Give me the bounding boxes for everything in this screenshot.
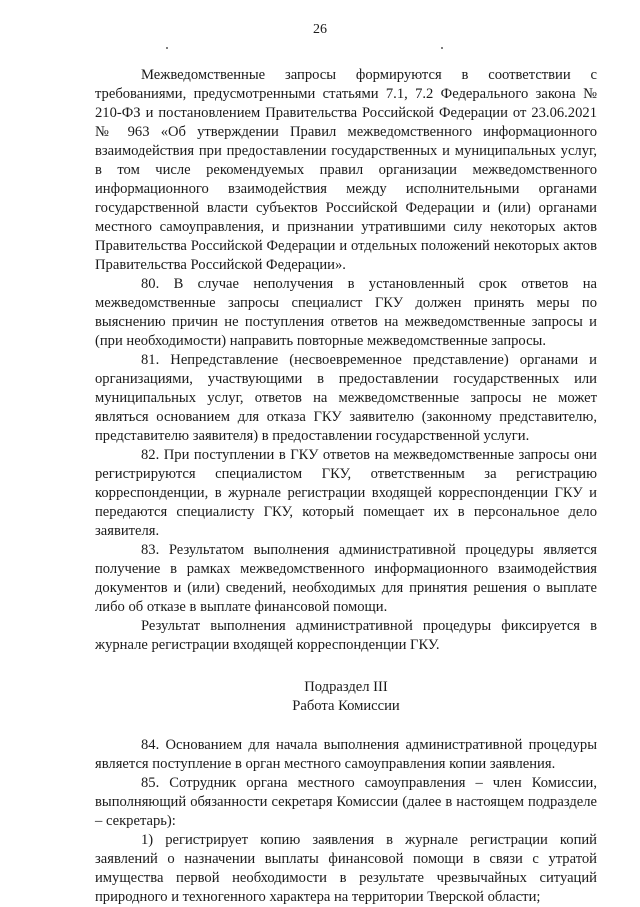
document-body	[95, 66, 597, 907]
subsection-number: Подраздел III	[304, 679, 388, 695]
subsection-title: Работа Комиссии	[292, 698, 400, 714]
paragraph-85-item-1: 1) регистрирует копию заявления в журнале регистрации копий заявлений о назначении выплаты финансовой помощи в связи с утратой имущества первой необходимости в результате чрезвычайных ситуаций природного и техногенного характера на территории Тверской области;	[95, 832, 597, 905]
paragraph-84: 84. Основанием для начала выполнения административной процедуры является поступление в орган местного самоуправления копии заявления.	[95, 737, 597, 772]
paragraph-81: 81. Непредставление (несвоевременное представление) органами и организациями, участвующими в предоставлении государственных или муниципальных услуг, ответов на межведомственные запросы не может являться основанием для отказа ГКУ заявителю (законному представителю, представителю заявителя) в предоставлении государственной услуги.	[95, 352, 597, 444]
spacer	[95, 655, 597, 678]
scan-speck	[441, 47, 443, 49]
paragraph-82: 82. При поступлении в ГКУ ответов на межведомственные запросы они регистрируются специалистом ГКУ, ответственным за регистрацию корреспонденции, в журнале регистрации входящей корреспонденции ГКУ и передаются специалисту ГКУ, который помещает их в персональное дело заявителя.	[95, 447, 597, 539]
spacer	[95, 716, 597, 736]
paragraph-result-recorded: Результат выполнения административной процедуры фиксируется в журнале регистрации входящей корреспонденции ГКУ.	[95, 618, 597, 653]
paragraph-80: 80. В случае неполучения в установленный срок ответов на межведомственные запросы специалист ГКУ должен принять меры по выяснению причин не поступления ответов на межведомственные запросы и (при необходимости) направить повторные межведомственные запросы.	[95, 276, 597, 349]
paragraph-83: 83. Результатом выполнения административной процедуры является получение в рамках межведомственного информационного взаимодействия документов и (или) сведений, необходимых для принятия решения о выплате либо об отказе в выплате финансовой помощи.	[95, 542, 597, 615]
scan-speck	[166, 47, 168, 49]
paragraph-85: 85. Сотрудник органа местного самоуправления – член Комиссии, выполняющий обязанности секретаря Комиссии (далее в настоящем подразделе – секретарь):	[95, 775, 597, 829]
paragraph-interagency-requests: Межведомственные запросы формируются в соответствии с требованиями, предусмотренными статьями 7.1, 7.2 Федерального закона № 210-ФЗ и постановлением Правительства Российской Федерации от 23.06.2021 № 963 «Об утверждении Правил межведомственного информационного взаимодействия при предоставлении государственных и муниципальных услуг, в том числе рекомендуемых правил организации межведомственного информационного взаимодействия между исполнительными органами государственной власти субъектов Российской Федерации и (или) органами местного самоуправления, и признании утратившими силу некоторых актов Правительства Российской Федерации и отдельных положений некоторых актов Правительства Российской Федерации».	[95, 67, 597, 273]
page-number: 26	[313, 22, 327, 37]
